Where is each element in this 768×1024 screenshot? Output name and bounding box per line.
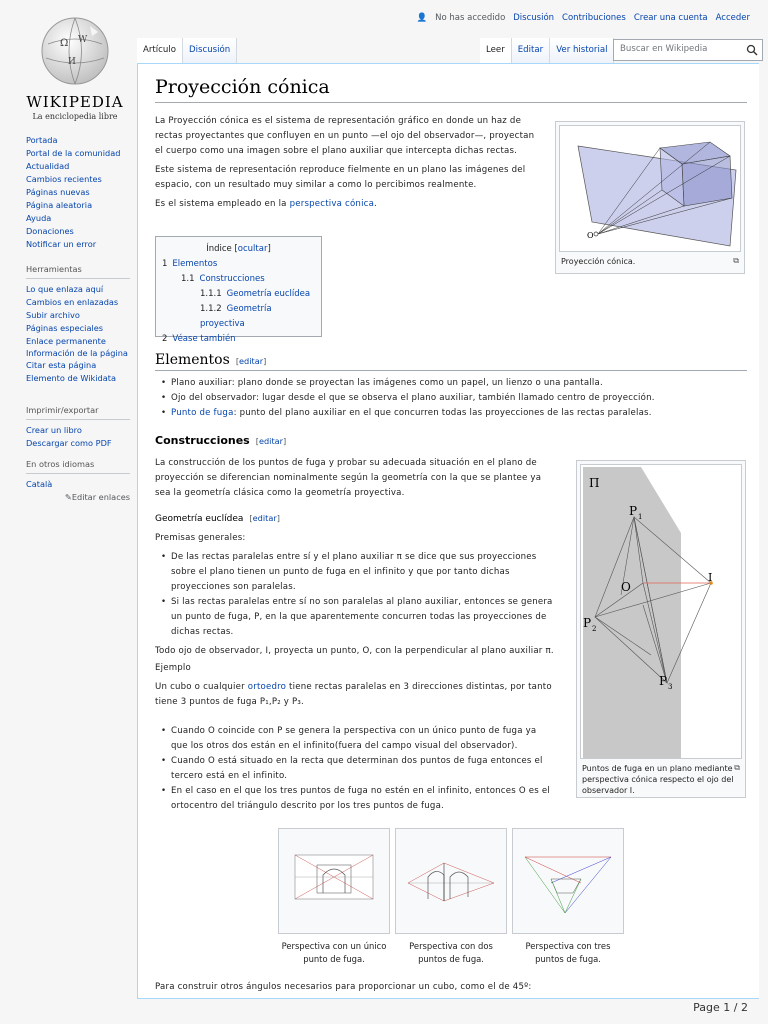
search-input[interactable]: Buscar en Wikipedia (613, 39, 763, 61)
figure-proyeccion-conica (555, 121, 745, 274)
construcciones-paragraph: La construcción de los puntos de fuga y probar su adecuada situación en el plano de proyección se diferencian nominalmente según la geometría con la que se plantee ya sea la geometría clásica como la geometría proyectiva. (155, 458, 542, 498)
tab-read[interactable]: Leer (480, 38, 512, 63)
search-icon[interactable] (746, 44, 758, 56)
premisas-list (155, 550, 555, 640)
enlarge-icon[interactable]: ⧉ (733, 256, 739, 265)
toc-item[interactable]: 1.1 Construcciones (181, 274, 265, 284)
ejemplo-label: Ejemplo (155, 663, 191, 673)
figure-puntos-de-fuga (576, 460, 746, 798)
edit-euclidea[interactable]: editar (252, 513, 277, 523)
svg-text:3: 3 (668, 683, 673, 691)
cuando-list (155, 724, 555, 814)
sidebar-item-1[interactable]: Portal de la comunidad (26, 148, 121, 158)
three-point-perspective-image (521, 837, 615, 925)
vanishing-points-image[interactable] (580, 464, 742, 759)
svg-text:2: 2 (592, 625, 597, 633)
gallery-caption-2: Perspectiva con dos puntos de fuga. (409, 941, 493, 964)
table-of-contents (155, 236, 322, 344)
svg-text:Ω: Ω (60, 38, 69, 49)
svg-text:P: P (629, 504, 638, 518)
cubo-paragraph: Un cubo o cualquier ortoedro tiene rectas paralelas en 3 direcciones distintas, por tanto tiene 3 puntos de fuga P₁,P₂ y P₃. (155, 682, 552, 707)
figure-1-caption: Proyección cónica. ⧉ (561, 256, 739, 266)
print-heading: Imprimir/exportar (26, 404, 130, 420)
projection-diagram (560, 126, 742, 251)
gallery-image-2[interactable] (395, 828, 507, 934)
gallery-image-1[interactable] (278, 828, 390, 934)
svg-text:P: P (659, 674, 668, 688)
gallery-caption-3: Perspectiva con tres puntos de fuga. (525, 941, 611, 964)
list-item: • Cuando O está situado en la recta que determinan dos puntos de fuga entonces el tercero está en el infinito. (155, 754, 555, 784)
tab-discussion[interactable]: Discusión (183, 38, 237, 63)
toc-toggle[interactable]: ocultar (237, 244, 268, 254)
wikipedia-logo[interactable] (20, 14, 130, 121)
not-logged-in: No has accedido (435, 13, 506, 23)
sidebar-item-7[interactable]: Donaciones (26, 226, 74, 236)
tools-item-7[interactable]: Elemento de Wikidata (26, 373, 116, 383)
projection-image[interactable] (559, 125, 741, 252)
list-item: • Ojo del observador: lugar desde el que se observa el plano auxiliar, también llamado centro de proyección. (155, 391, 747, 406)
intro-paragraph-3: Es el sistema empleado en la perspectiva cónica. (155, 199, 377, 209)
toc-item[interactable]: 1.1.1 Geometría euclídea (200, 289, 311, 299)
svg-text:1: 1 (638, 513, 643, 521)
pdf-viewer-bar (0, 1000, 768, 1024)
print-item-0[interactable]: Crear un libro (26, 425, 82, 435)
sidebar-item-5[interactable]: Página aleatoria (26, 200, 93, 210)
languages-heading: En otros idiomas (26, 458, 130, 474)
list-item: • Punto de fuga: punto del plano auxiliar en el que concurren todas las proyecciones de las rectas paralelas. (155, 406, 747, 421)
tools-item-1[interactable]: Cambios en enlazadas (26, 297, 119, 307)
tools-item-2[interactable]: Subir archivo (26, 310, 80, 320)
view-tabs (480, 38, 614, 63)
contributions-link[interactable]: Contribuciones (562, 13, 626, 23)
toc-item[interactable]: 1 Elementos (162, 259, 218, 269)
section-euclidea: Geometría euclídea [editar] (155, 513, 280, 524)
one-point-perspective-image (287, 837, 381, 925)
svg-text:W: W (78, 35, 88, 45)
tools-item-3[interactable]: Páginas especiales (26, 323, 104, 333)
toc-item[interactable]: 2 Véase también (162, 334, 236, 344)
tools-item-5[interactable]: Información de la página (26, 348, 128, 358)
list-item: • Si las rectas paralelas entre sí no son paralelas al plano auxiliar, entonces se genera un punto de fuga, P, en la que aparentemente concurren todas las proyecciones de dichas rectas. (155, 595, 555, 640)
tab-article[interactable]: Artículo (137, 38, 183, 63)
figure-2-caption: Puntos de fuga en un plano mediante perspectiva cónica respecto el ojo del observador I. ⧉ (582, 763, 740, 795)
premisas-label: Premisas generales: (155, 533, 246, 543)
tagline: La enciclopedia libre (32, 112, 118, 121)
edit-links[interactable]: ✎Editar enlaces (64, 492, 130, 502)
sidebar-item-4[interactable]: Páginas nuevas (26, 187, 90, 197)
vanishing-points-diagram (581, 465, 743, 758)
tab-edit[interactable]: Editar (512, 38, 550, 63)
user-icon: 👤 (416, 13, 428, 23)
tools-item-4[interactable]: Enlace permanente (26, 336, 106, 346)
page-title: Proyección cónica (155, 76, 747, 103)
personal-tools (417, 13, 750, 23)
tools-item-6[interactable]: Citar esta página (26, 360, 97, 370)
svg-text:O: O (587, 231, 594, 240)
toc-title: Índice [ocultar] (206, 244, 271, 254)
last-paragraph: Para construir otros ángulos necesarios para proporcionar un cubo, como el de 45º: (155, 982, 532, 992)
sidebar-item-2[interactable]: Actualidad (26, 161, 70, 171)
article-content (137, 63, 759, 999)
section-construcciones: Construcciones [editar] (155, 434, 287, 447)
globe-icon (38, 14, 112, 88)
sidebar-print (26, 404, 130, 450)
ojo-paragraph: Todo ojo de observador, I, proyecta un punto, O, con la perpendicular al plano auxiliar π. (155, 646, 554, 656)
svg-text:И: И (68, 57, 76, 67)
talk-link[interactable]: Discusión (513, 13, 555, 23)
page-indicator: Page 1 / 2 (693, 1001, 748, 1014)
gallery-caption-1: Perspectiva con un único punto de fuga. (281, 941, 387, 964)
sidebar-languages (26, 458, 130, 504)
gallery-image-3[interactable] (512, 828, 624, 934)
wordmark: WIKIPEDIA (26, 93, 124, 111)
enlarge-icon[interactable]: ⧉ (734, 763, 740, 772)
ortoedro-link[interactable]: ortoedro (247, 682, 287, 692)
perspectiva-conica-link[interactable]: perspectiva cónica (289, 199, 375, 209)
intro-paragraph-2: Este sistema de representación reproduce fielmente en un plano las imágenes del espacio, con un resultado muy similar a como lo percibimos realmente. (155, 165, 526, 190)
toc-item[interactable]: 1.1.2 Geometría proyectiva (200, 304, 272, 329)
svg-text:O: O (621, 580, 631, 594)
intro-paragraph-1: La Proyección cónica es el sistema de representación gráfico en donde un haz de rectas proyectantes que confluyen en un punto —el ojo del observador—, proyectan el cuerpo como una imagen sobre el plano auxiliar que intercepta dichas rectas. (155, 116, 535, 156)
edit-construcciones[interactable]: editar (258, 436, 284, 446)
tab-history[interactable]: Ver historial (550, 38, 614, 63)
svg-text:I: I (708, 571, 713, 584)
svg-text:P: P (583, 616, 592, 630)
sidebar-tools (26, 263, 130, 385)
sidebar-item-8[interactable]: Notificar un error (26, 239, 97, 249)
punto-de-fuga-link[interactable]: Punto de fuga (171, 408, 234, 418)
sidebar-item-6[interactable]: Ayuda (26, 213, 52, 223)
tools-item-0[interactable]: Lo que enlaza aquí (26, 284, 104, 294)
sidebar-item-0[interactable]: Portada (26, 135, 58, 145)
print-item-1[interactable]: Descargar como PDF (26, 438, 112, 448)
pencil-icon: ✎ (64, 492, 72, 502)
two-point-perspective-image (404, 837, 498, 925)
tools-heading: Herramientas (26, 263, 130, 279)
elementos-list (155, 376, 747, 421)
create-account-link[interactable]: Crear una cuenta (633, 13, 708, 23)
list-item: • Cuando O coincide con P se genera la perspectiva con un único punto de fuga ya que los otros dos están en el infinito(fuera del campo visual del observador). (155, 724, 555, 754)
edit-elementos[interactable]: editar (239, 356, 264, 366)
section-elementos: Elementos [editar] (155, 352, 747, 371)
svg-text:Π: Π (589, 476, 600, 490)
list-item: • Plano auxiliar: plano donde se proyectan las imágenes como un papel, un lienzo o una pantalla. (155, 376, 747, 391)
language-item-0[interactable]: Català (26, 479, 53, 489)
login-link[interactable]: Acceder (715, 13, 750, 23)
list-item: • En el caso en el que los tres puntos de fuga no estén en el infinito, entonces O es el ortocentro del triángulo descrito por los tres puntos de fuga. (155, 784, 555, 814)
namespace-tabs (137, 38, 237, 63)
sidebar-navigation (26, 134, 130, 251)
list-item: • De las rectas paralelas entre sí y el plano auxiliar π se dice que sus proyecciones sobre el plano tienen un punto de fuga en el infinito y que por tanto dichas proyecciones son paralelas. (155, 550, 555, 595)
sidebar-item-3[interactable]: Cambios recientes (26, 174, 102, 184)
